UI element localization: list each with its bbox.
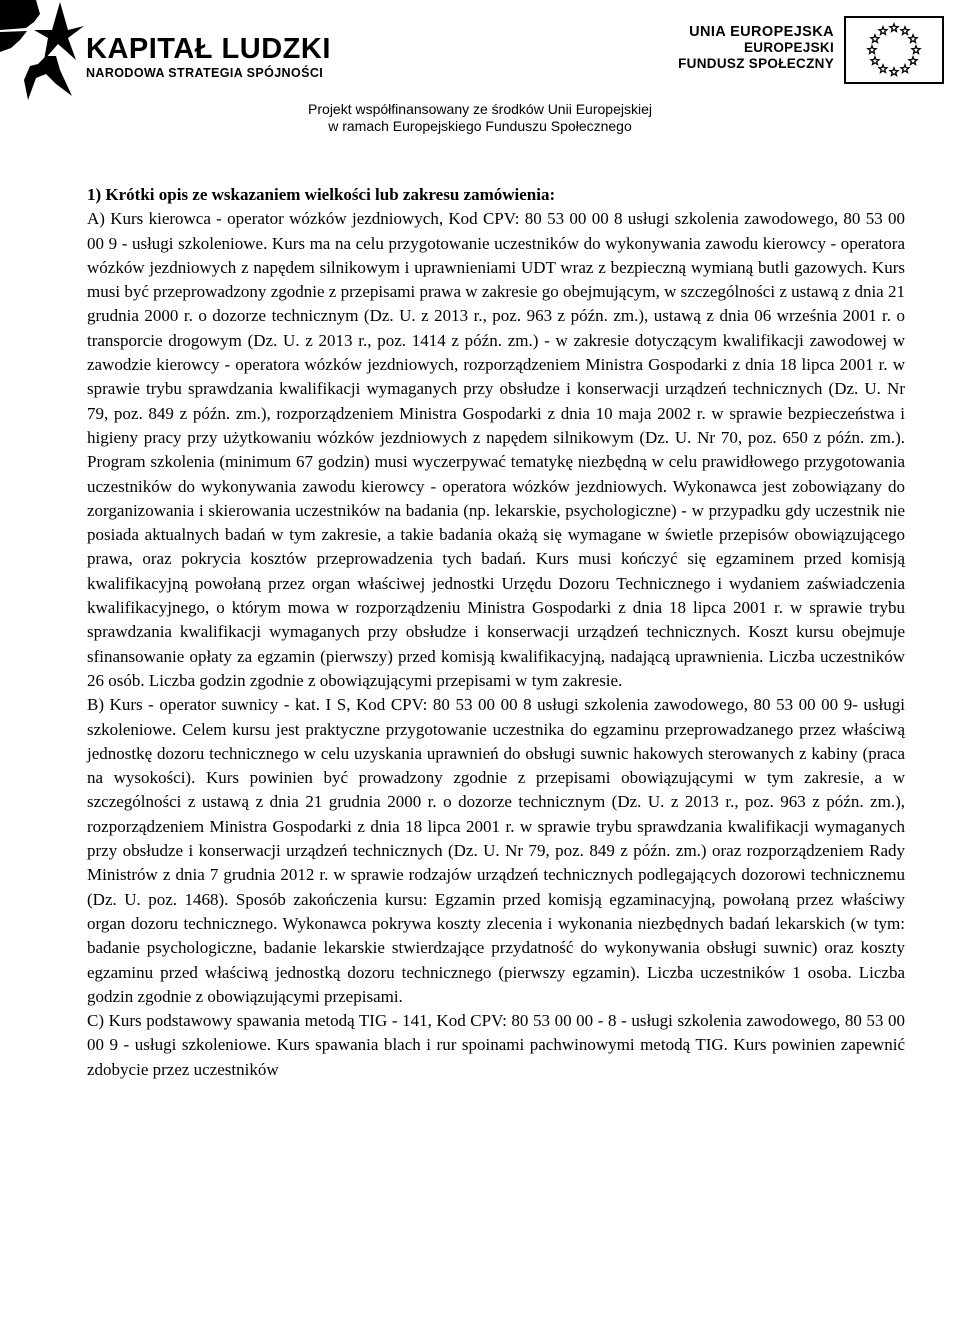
- project-line2: w ramach Europejskiego Funduszu Społecznego: [328, 118, 632, 134]
- eu-wordmark: [678, 24, 834, 72]
- eu-line3: FUNDUSZ SPOŁECZNY: [678, 56, 834, 71]
- document-body: [87, 183, 905, 1082]
- project-line1: Projekt współfinansowany ze środków Unii Europejskiej: [308, 101, 652, 117]
- section-heading: 1) Krótki opis ze wskazaniem wielkości lub zakresu zamówienia:: [87, 185, 556, 204]
- kapital-ludzki-star-logo: [0, 0, 84, 100]
- paragraph-c: C) Kurs podstawowy spawania metodą TIG - 141, Kod CPV: 80 53 00 00 - 8 - usługi szkolenia zawodowego, 80 53 00 00 9 - usługi szkoleniowe. Kurs spawania blach i rur spoinami pachwinowymi metodą TIG. Kurs powinien zapewnić zdobycie przez uczestników: [87, 1011, 905, 1079]
- eu-line1: UNIA EUROPEJSKA: [689, 24, 834, 40]
- eu-line2: EUROPEJSKI: [743, 40, 834, 55]
- logo-title: KAPITAŁ LUDZKI: [86, 33, 331, 65]
- kapital-ludzki-wordmark: [86, 34, 331, 80]
- project-cofinancing-note: [0, 101, 960, 135]
- paragraph-a: A) Kurs kierowca - operator wózków jezdniowych, Kod CPV: 80 53 00 00 8 usługi szkolenia zawodowego, 80 53 00 00 9 - usługi szkoleniowe. Kurs ma na celu przygotowanie uczestników do wykonywania zawodu kierowcy - operatora wózków jezdniowych z napędem silnikowym i uprawnieniami UDT wraz z bezpieczną wymianą butli gazowych. Kurs musi być przeprowadzony zgodnie z przepisami prawa w zakresie go obejmującym, w szczególności z ustawą z dnia 21 grudnia 2000 r. o dozorze technicznym (Dz. U. z 2013 r., poz. 963 z późn. zm.), ustawą z dnia 06 września 2001 r. o transporcie drogowym (Dz. U. z 2013 r., poz. 1414 z późn. zm.) - w zakresie dotyczącym kwalifikacji zawodowej w zawodzie kierowcy - operatora wózków jezdniowych, rozporządzeniem Ministra Gospodarki z dnia 18 lipca 2001 r. w sprawie trybu sprawdzania kwalifikacji wymaganych przy obsłudze i konserwacji urządzeń technicznych (Dz. U. Nr 79, poz. 849 z późn. zm.), rozporządzeniem Ministra Gospodarki z dnia 10 maja 2002 r. w sprawie bezpieczeństwa i higieny pracy przy użytkowaniu wózków jezdniowych z napędem silnikowym (Dz. U. Nr 70, poz. 650 z późn. zm.). Program szkolenia (minimum 67 godzin) musi wyczerpywać tematykę niezbędną w celu prawidłowego przygotowania uczestników do wykonywania zawodu kierowcy - operatora wózków jezdniowych. Wykonawca jest zobowiązany do zorganizowania i skierowania uczestników na badania (np. lekarskie, psychologiczne) - w przypadku gdy uczestnik nie posiada aktualnych badań w tym zakresie, a takie badania okażą się wymagane w świetle przepisów obowiązującego prawa, oraz pokrycia kosztów przeprowadzenia tych badań. Kurs musi kończyć się egzaminem przed komisją kwalifikacyjną powołaną przez organ właściwej jednostki Urzędu Dozoru Technicznego i wydaniem zaświadczenia kwalifikacyjnego, o którym mowa w rozporządzeniu Ministra Gospodarki z dnia 18 lipca 2001 r. w sprawie trybu sprawdzania kwalifikacji wymaganych przy obsłudze i konserwacji urządzeń technicznych. Koszt kursu obejmuje sfinansowanie opłaty za egzamin (pierwszy) przed komisją kwalifikacyjną, nadającą uprawnienia. Liczba uczestników 26 osób. Liczba godzin zgodnie z obowiązującymi przepisami w tym zakresie.: [87, 209, 905, 690]
- page-header: [0, 0, 960, 175]
- paragraph-b: B) Kurs - operator suwnicy - kat. I S, Kod CPV: 80 53 00 00 8 usługi szkolenia zawodowego, 80 53 00 00 9- usługi szkoleniowe. Celem kursu jest praktyczne przygotowanie uczestnika do egzaminu przeprowadzanego przez właściwą jednostkę dozoru technicznego w celu uzyskania uprawnień do obsługi suwnic hakowych sterowanych z kabiny (praca na wysokości). Kurs powinien być prowadzony zgodnie z przepisami obowiązującymi w tym zakresie, a w szczególności z ustawą z dnia 21 grudnia 2000 r. o dozorze technicznym (Dz. U. z 2013 r., poz. 963 z późn. zm.), rozporządzeniem Ministra Gospodarki z dnia 18 lipca 2001 r. w sprawie trybu sprawdzania kwalifikacji wymaganych przy obsłudze i konserwacji urządzeń technicznych (Dz. U. Nr 79, poz. 849 z późn. zm.) oraz rozporządzeniem Rady Ministrów z dnia 7 grudnia 2012 r. w sprawie rodzajów urządzeń technicznych podlegających dozorowi technicznemu (Dz. U. poz. 1468). Sposób zakończenia kursu: Egzamin przed komisją egzaminacyjną, powołaną przez właściwy organ dozoru technicznego. Wykonawca pokrywa koszty zlecenia i wykonania niezbędnych badań lekarskich (w tym: badanie psychologiczne, badanie lekarskie stwierdzające przydatność do wykonywania obsługi suwnic) oraz koszty egzaminu przed właściwą jednostką dozoru technicznego (pierwszy egzamin). Liczba uczestników 1 osoba. Liczba godzin zgodnie z obowiązującymi przepisami.: [87, 695, 905, 1006]
- eu-flag-icon: [844, 16, 944, 84]
- logo-subtitle: NARODOWA STRATEGIA SPÓJNOŚCI: [86, 66, 324, 80]
